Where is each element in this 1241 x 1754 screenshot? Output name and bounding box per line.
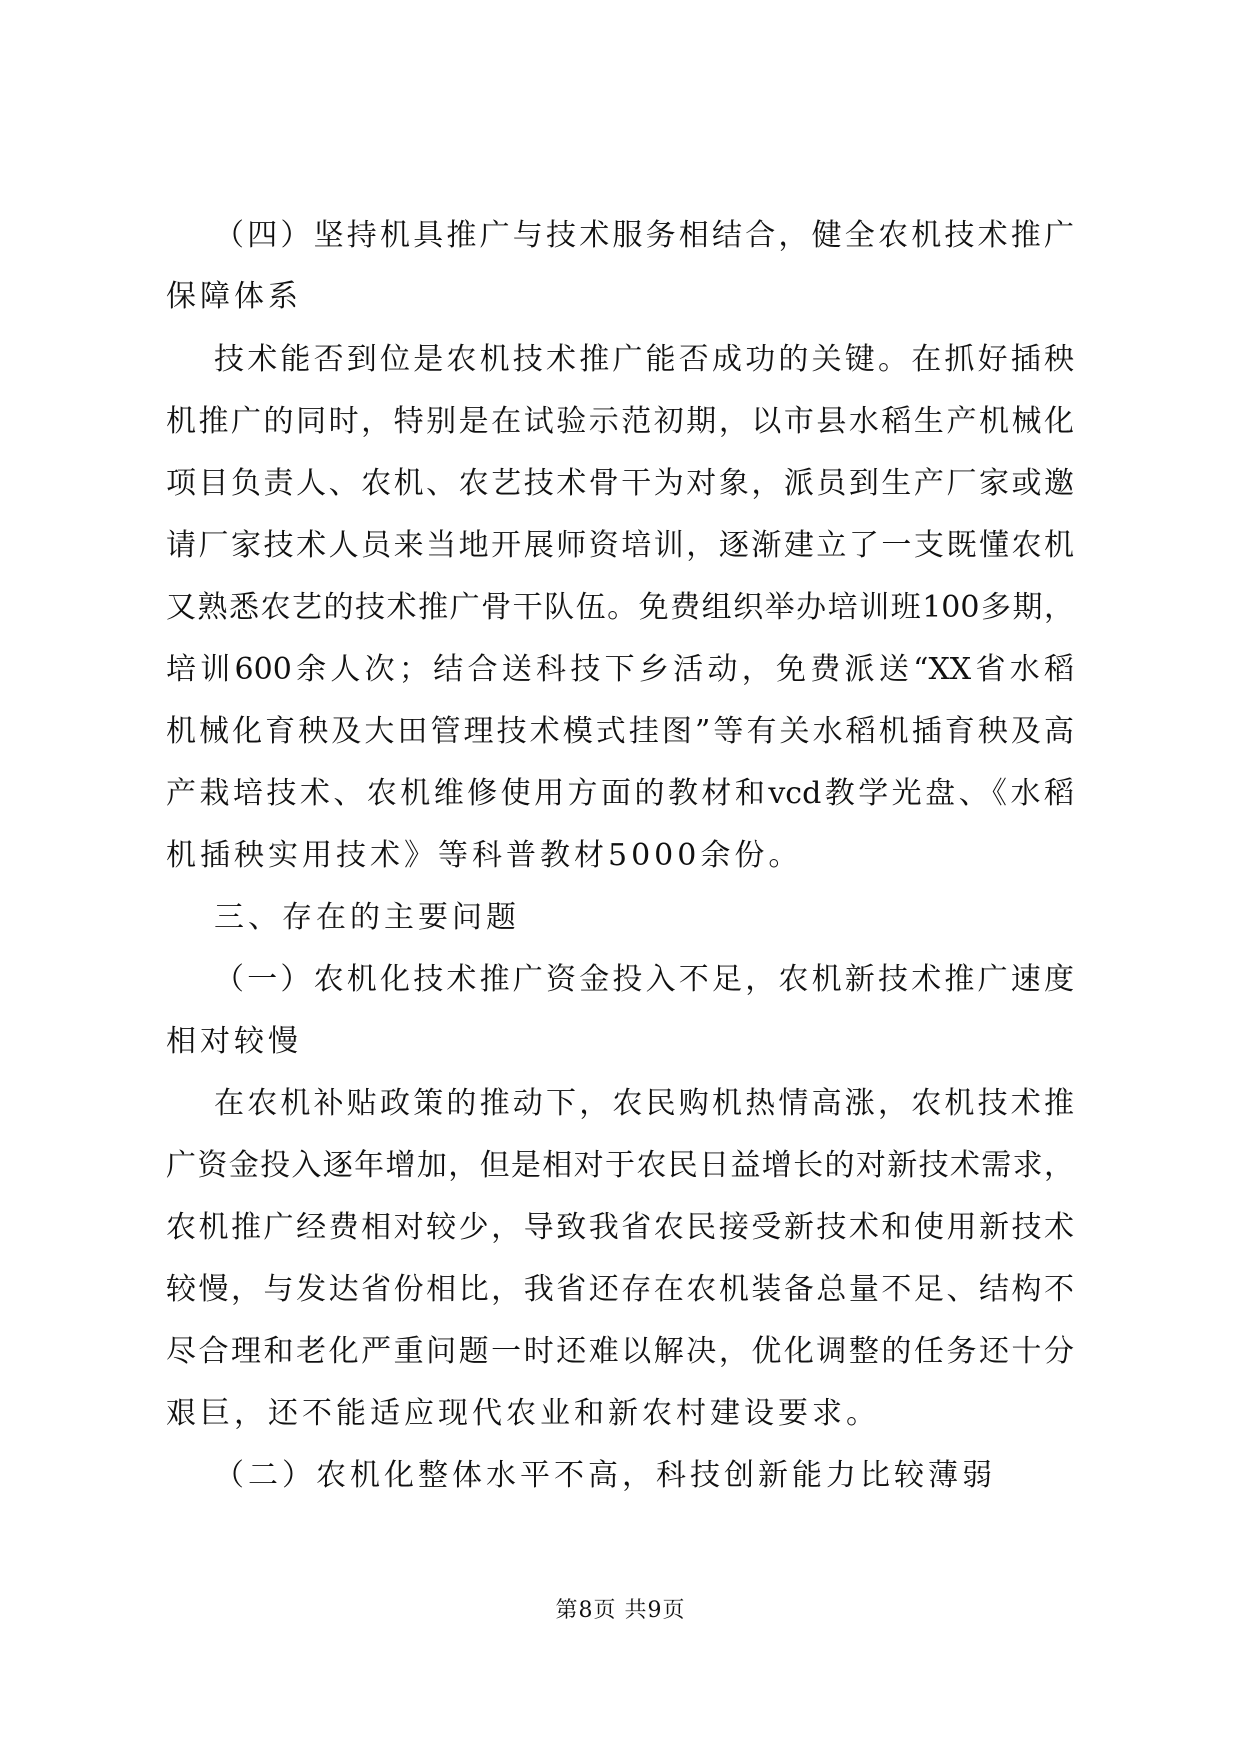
paragraph-line: 技术能否到位是农机技术推广能否成功的关键。在抓好插秧 [214, 342, 1074, 377]
page-number: 第8页 共9页 [555, 1598, 686, 1623]
paragraph-line: 在农机补贴政策的推动下，农民购机热情高涨，农机技术推 [214, 1086, 1074, 1121]
paragraph-line: 较慢，与发达省份相比，我省还存在农机装备总量不足、结构不 [166, 1272, 1074, 1307]
subsection-heading-1: （一）农机化技术推广资金投入不足，农机新技术推广速度 [214, 962, 1074, 997]
paragraph-line: 机插秧实用技术》等科普教材5000余份。 [166, 838, 803, 873]
paragraph-line: 项目负责人、农机、农艺技术骨干为对象，派员到生产厂家或邀 [166, 466, 1074, 501]
paragraph-line: 培训600余人次；结合送科技下乡活动，免费派送“XX省水稻 [166, 652, 1074, 687]
paragraph-line: 产栽培技术、农机维修使用方面的教材和vcd教学光盘、《水稻 [166, 776, 1074, 811]
paragraph-line: 农机推广经费相对较少，导致我省农民接受新技术和使用新技术 [166, 1210, 1074, 1245]
section-heading-4: （四）坚持机具推广与技术服务相结合，健全农机技术推广 [214, 218, 1074, 253]
subsection-heading-2: （二）农机化整体水平不高，科技创新能力比较薄弱 [214, 1458, 996, 1493]
paragraph-line: 请厂家技术人员来当地开展师资培训，逐渐建立了一支既懂农机 [166, 528, 1074, 563]
paragraph-line: 机械化育秧及大田管理技术模式挂图”等有关水稻机插育秧及高 [166, 714, 1074, 749]
subsection-heading-1-cont: 相对较慢 [166, 1024, 302, 1059]
paragraph-line: 广资金投入逐年增加，但是相对于农民日益增长的对新技术需求， [166, 1148, 1074, 1183]
paragraph-line: 又熟悉农艺的技术推广骨干队伍。免费组织举办培训班100多期， [166, 590, 1074, 625]
paragraph-line: 机推广的同时，特别是在试验示范初期，以市县水稻生产机械化 [166, 404, 1074, 439]
section-heading-3: 三、存在的主要问题 [214, 900, 520, 935]
section-heading-4-cont: 保障体系 [166, 279, 302, 314]
paragraph-line: 尽合理和老化严重问题一时还难以解决，优化调整的任务还十分 [166, 1334, 1074, 1369]
paragraph-line: 艰巨，还不能适应现代农业和新农村建设要求。 [166, 1396, 880, 1431]
